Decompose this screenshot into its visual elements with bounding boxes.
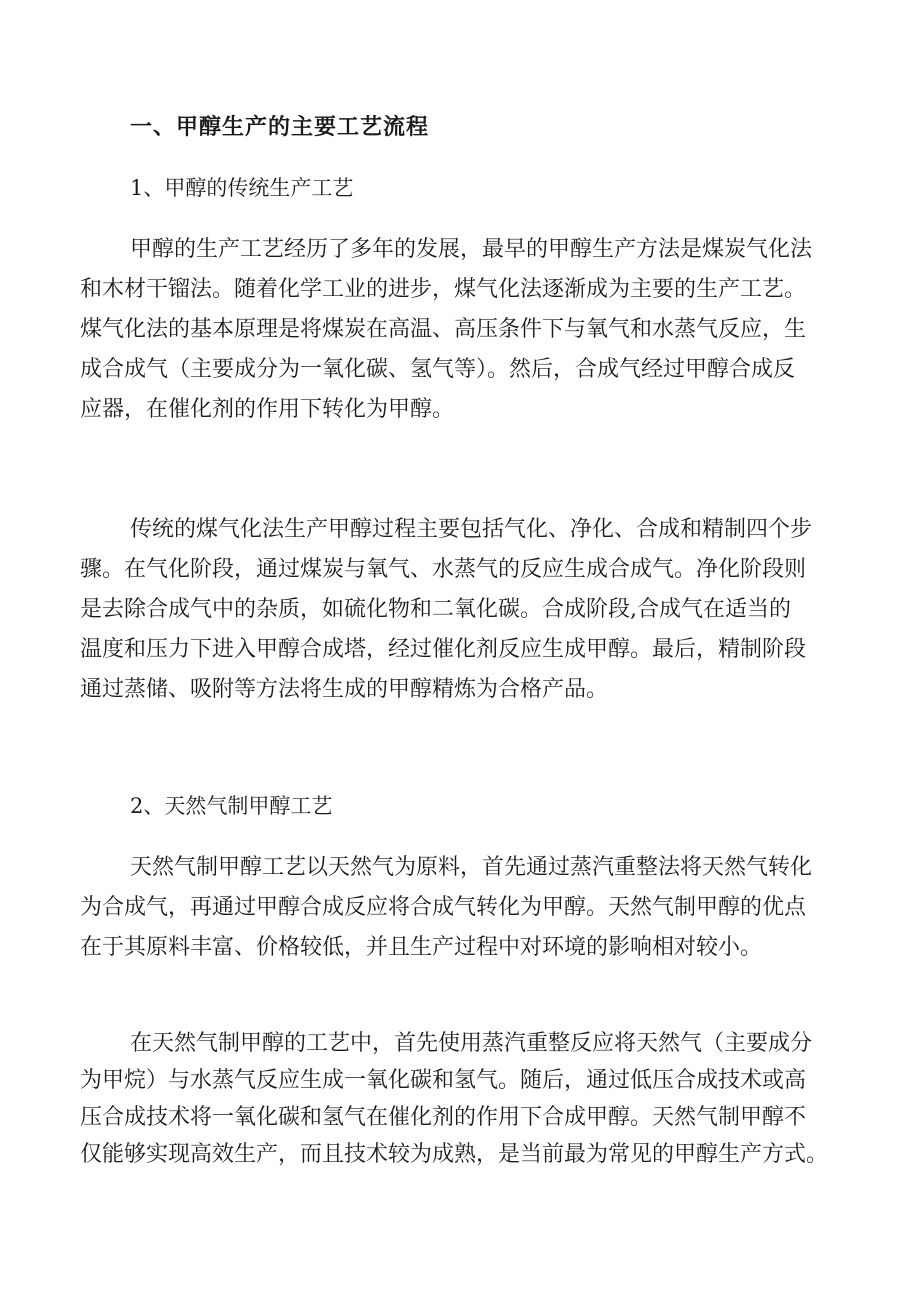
paragraph-line: 在天然气制甲醇的工艺中，首先使用蒸汽重整反应将天然气（主要成分 xyxy=(130,1031,813,1056)
paragraph-line: 成合成气（主要成分为一氧化碳、氢气等）。然后，合成气经过甲醇合成反 xyxy=(80,357,796,382)
paragraph-line: 甲醇的生产工艺经历了多年的发展，最早的甲醇生产方法是煤炭气化法 xyxy=(130,237,813,262)
paragraph-line: 煤气化法的基本原理是将煤炭在高温、高压条件下与氧气和水蒸气反应，生 xyxy=(80,317,807,342)
main-heading: 一、甲醇生产的主要工艺流程 xyxy=(130,114,430,140)
paragraph-line: 通过蒸储、吸附等方法将生成的甲醇精炼为合格产品。 xyxy=(80,677,609,702)
paragraph-line: 压合成技术将一氧化碳和氢气在催化剂的作用下合成甲醇。天然气制甲醇不 xyxy=(80,1105,807,1130)
paragraph-line: 为合成气，再通过甲醇合成反应将合成气转化为甲醇。天然气制甲醇的优点 xyxy=(80,895,807,920)
paragraph-line: 应器，在催化剂的作用下转化为甲醇。 xyxy=(80,397,455,422)
paragraph-line: 传统的煤气化法生产甲醇过程主要包括气化、净化、合成和精制四个步 xyxy=(130,517,813,542)
paragraph-line: 为甲烷）与水蒸气反应生成一氧化碳和氢气。随后，通过低压合成技术或高 xyxy=(80,1068,807,1093)
section2-paragraph1 xyxy=(80,848,842,968)
section1-paragraph1 xyxy=(80,230,842,430)
paragraph-line: 温度和压力下进入甲醇合成塔，经过催化剂反应生成甲醇。最后，精制阶段 xyxy=(80,637,807,662)
paragraph-line: 天然气制甲醇工艺以天然气为原料，首先通过蒸汽重整法将天然气转化 xyxy=(130,855,813,880)
paragraph-line: 在于其原料丰富、价格较低，并且生产过程中对环境的影响相对较小。 xyxy=(80,935,763,960)
section1-paragraph2 xyxy=(80,510,842,710)
paragraph-line: 是去除合成气中的杂质，如硫化物和二氧化碳。合成阶段,合成气在适当的 xyxy=(80,597,791,622)
paragraph-line: 仅能够实现高效生产，而且技术较为成熟，是当前最为常见的甲醇生产方式。 xyxy=(80,1142,829,1167)
section2-paragraph2 xyxy=(80,1025,842,1173)
paragraph-line: 骤。在气化阶段，通过煤炭与氧气、水蒸气的反应生成合成气。净化阶段则 xyxy=(80,557,807,582)
section2-title: 2、天然气制甲醇工艺 xyxy=(130,794,333,818)
paragraph-line: 和木材干镏法。随着化学工业的进步，煤气化法逐渐成为主要的生产工艺。 xyxy=(80,277,807,302)
section1-title: 1、甲醇的传统生产工艺 xyxy=(130,176,354,200)
